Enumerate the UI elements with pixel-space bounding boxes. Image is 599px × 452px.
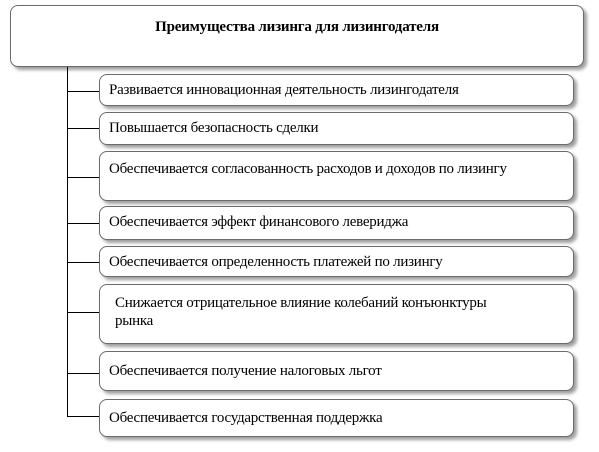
connector-branch-7: [67, 373, 99, 374]
advantage-item-text: Обеспечивается согласованность расходов и доходов по лизингу: [109, 161, 507, 177]
advantage-item-8: [99, 399, 574, 437]
advantage-item-5: [99, 246, 574, 277]
advantage-item-text: Обеспечивается государственная поддержка: [109, 410, 383, 426]
connector-branch-1: [67, 91, 99, 92]
title-box: [10, 5, 584, 67]
advantage-item-text: Повышается безопасность сделки: [109, 120, 319, 136]
connector-branch-2: [67, 128, 99, 129]
advantage-item-4: [99, 206, 574, 240]
advantage-item-6: [99, 284, 574, 344]
connector-branch-4: [67, 223, 99, 224]
advantage-item-text: Обеспечивается эффект финансового левериджа: [109, 214, 409, 230]
advantage-item-2: [99, 112, 574, 145]
diagram-title: Преимущества лизинга для лизингодателя: [155, 19, 439, 35]
connector-trunk: [67, 67, 68, 416]
advantage-item-text: Развивается инновационная деятельность лизингодателя: [109, 82, 459, 98]
advantage-item-text: Обеспечивается определенность платежей по лизингу: [109, 254, 443, 270]
advantage-item-1: [99, 74, 574, 106]
advantage-item-text: Снижается отрицательное влияние колебаний конъюнктуры рынка: [115, 295, 487, 329]
connector-branch-3: [67, 177, 99, 178]
advantage-item-text: Обеспечивается получение налоговых льгот: [109, 363, 382, 379]
advantage-item-3: [99, 151, 574, 201]
connector-branch-8: [67, 416, 99, 417]
advantage-item-7: [99, 351, 574, 391]
connector-branch-6: [67, 312, 99, 313]
connector-branch-5: [67, 262, 99, 263]
